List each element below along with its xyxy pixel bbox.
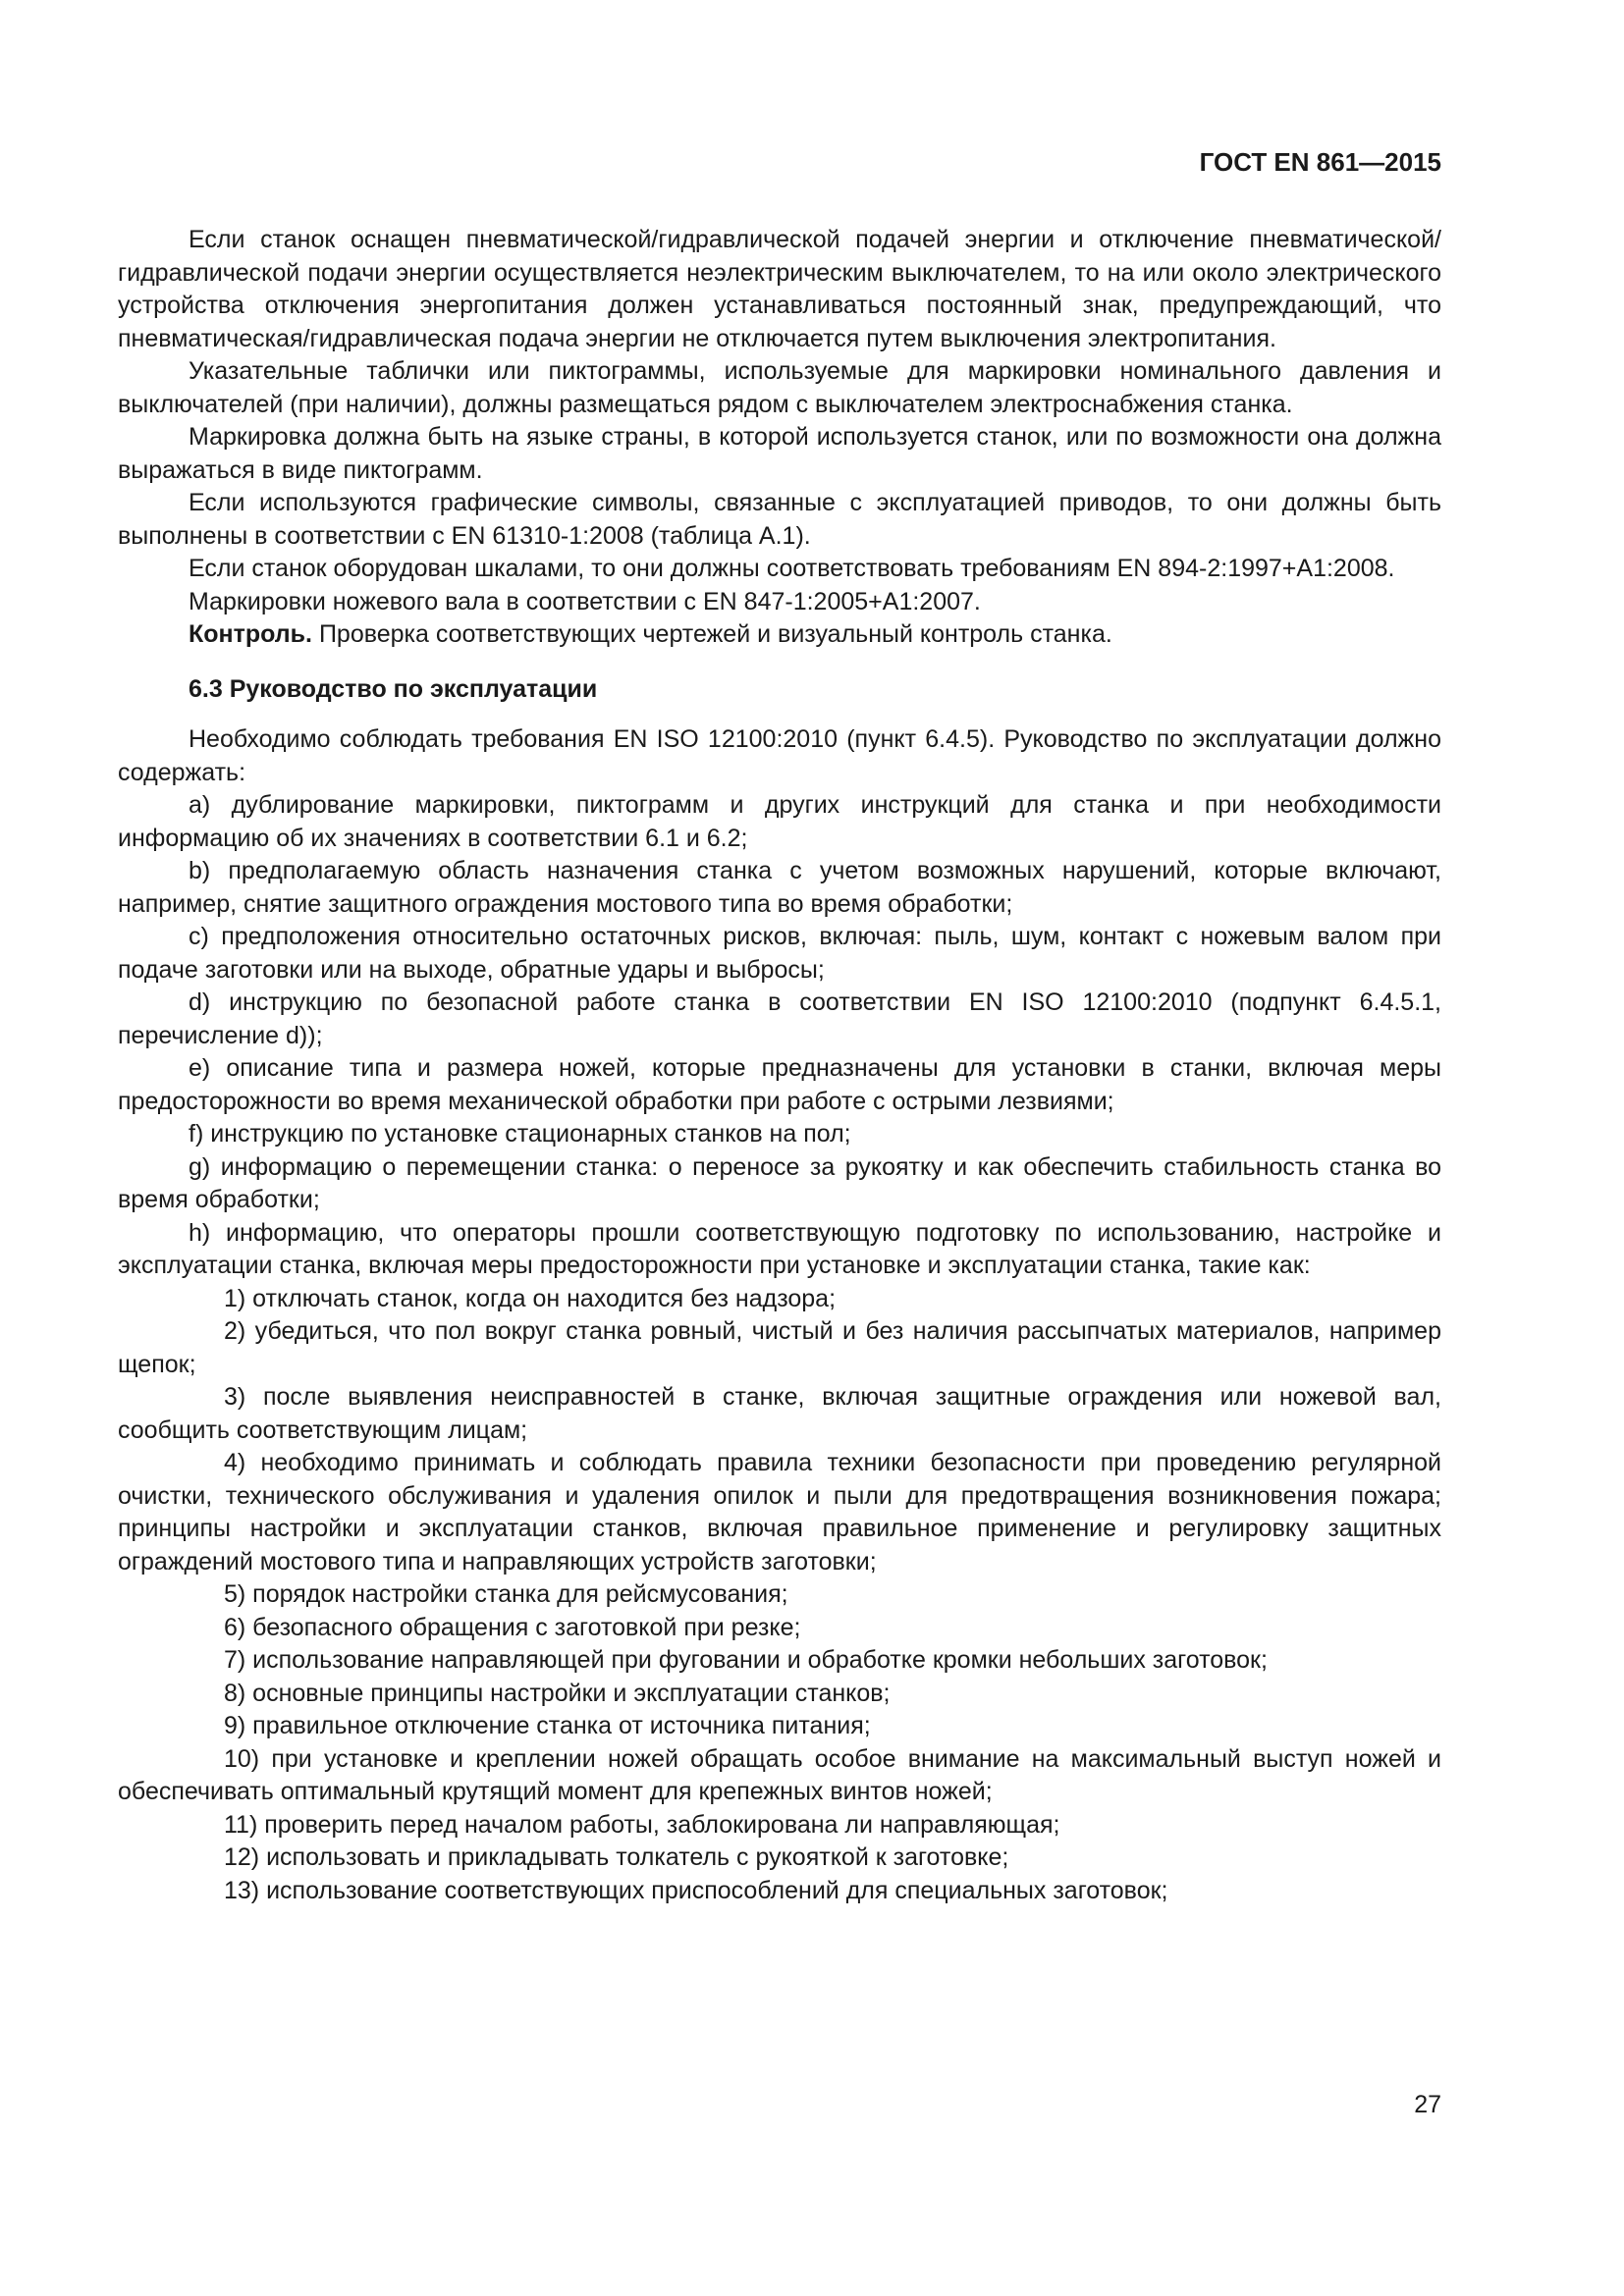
- document-body: [118, 224, 1441, 1907]
- document-id-header: ГОСТ EN 861—2015: [1199, 147, 1441, 177]
- sub-list-item: 4) необходимо принимать и соблюдать правила техники безопасности при проведению регулярной очистки, технического обслуживания и удаления опилок и пыли для предотвращения возникновения пожара; принципы настройки и эксплуатации станков, включая правильное применение и регулировку защитных ограждений мостового типа и направляющих устройств заготовки;: [118, 1449, 1441, 1575]
- sub-list-item: 1) отключать станок, когда он находится без надзора;: [224, 1284, 837, 1312]
- control-text: Проверка соответствующих чертежей и визуальный контроль станка.: [312, 620, 1112, 648]
- sub-list-item: 5) порядок настройки станка для рейсмусования;: [224, 1580, 788, 1608]
- paragraph: Если станок оснащен пневматической/гидравлической подачей энергии и отключение пневматической/гидравлической подачи энергии осуществляется неэлектрическим выключателем, то на или около электрического устройства отключения энергопитания должен устанавливаться постоянный знак, предупреждающий, что пневматическая/гидравлическая подача энергии не отключается путем выключения электропитания.: [118, 226, 1441, 352]
- sub-list-item: 2) убедиться, что пол вокруг станка ровный, чистый и без наличия рассыпчатых материалов, например щепок;: [118, 1317, 1441, 1378]
- paragraph: Указательные таблички или пиктограммы, используемые для маркировки номинального давления и выключателей (при наличии), должны размещаться рядом с выключателем электроснабжения станка.: [118, 357, 1441, 418]
- list-item: a) дублирование маркировки, пиктограмм и других инструкций для станка и при необходимости информацию об их значениях в соответствии 6.1 и 6.2;: [118, 791, 1441, 852]
- control-label: Контроль.: [189, 620, 312, 648]
- sub-list-item: 6) безопасного обращения с заготовкой при резке;: [224, 1613, 801, 1641]
- section-intro: Необходимо соблюдать требования EN ISO 12100:2010 (пункт 6.4.5). Руководство по эксплуатации должно содержать:: [118, 725, 1441, 786]
- sub-list-item: 13) использование соответствующих приспособлений для специальных заготовок;: [224, 1876, 1168, 1904]
- paragraph: Маркировка должна быть на языке страны, в которой используется станок, или по возможности она должна выражаться в виде пиктограмм.: [118, 423, 1441, 484]
- sub-list-item: 7) использование направляющей при фуговании и обработке кромки небольших заготовок;: [224, 1646, 1268, 1674]
- paragraph: Маркировки ножевого вала в соответствии с EN 847-1:2005+А1:2007.: [189, 587, 981, 615]
- sub-list-item: 9) правильное отключение станка от источника питания;: [224, 1712, 871, 1739]
- list-item: g) информацию о перемещении станка: о переносе за рукоятку и как обеспечить стабильность станка во время обработки;: [118, 1152, 1441, 1213]
- list-item: e) описание типа и размера ножей, которые предназначены для установки в станки, включая меры предосторожности во время механической обработки при работе с острыми лезвиями;: [118, 1054, 1441, 1115]
- paragraph: Если используются графические символы, связанные с эксплуатацией приводов, то они должны быть выполнены в соответствии с EN 61310-1:2008 (таблица А.1).: [118, 489, 1441, 550]
- list-item: h) информацию, что операторы прошли соответствующую подготовку по использованию, настройке и эксплуатации станка, включая меры предосторожности при установке и эксплуатации станка, такие как:: [118, 1218, 1441, 1279]
- list-item: d) инструкцию по безопасной работе станка в соответствии EN ISO 12100:2010 (подпункт 6.4.5.1, перечисление d));: [118, 988, 1441, 1049]
- control-paragraph: [118, 618, 1441, 652]
- list-item: c) предположения относительно остаточных рисков, включая: пыль, шум, контакт с ножевым валом при подаче заготовки или на выходе, обратные удары и выбросы;: [118, 923, 1441, 984]
- sub-list-item: 10) при установке и креплении ножей обращать особое внимание на максимальный выступ ножей и обеспечивать оптимальный крутящий момент для крепежных винтов ножей;: [118, 1744, 1441, 1805]
- list-item: b) предполагаемую область назначения станка с учетом возможных нарушений, которые включают, например, снятие защитного ограждения мостового типа во время обработки;: [118, 857, 1441, 918]
- sub-list-item: 3) после выявления неисправностей в станке, включая защитные ограждения или ножевой вал, сообщить соответствующим лицам;: [118, 1383, 1441, 1444]
- sub-list-item: 12) использовать и прикладывать толкатель с рукояткой к заготовке;: [224, 1843, 1009, 1871]
- sub-list-item: 11) проверить перед началом работы, заблокирована ли направляющая;: [224, 1810, 1060, 1839]
- page-number: 27: [1414, 2091, 1441, 2118]
- list-item: f) инструкцию по установке стационарных станков на пол;: [189, 1120, 851, 1148]
- section-heading: 6.3 Руководство по эксплуатации: [189, 674, 598, 703]
- sub-list-item: 8) основные принципы настройки и эксплуатации станков;: [224, 1679, 891, 1707]
- paragraph: Если станок оборудован шкалами, то они должны соответствовать требованиям EN 894-2:1997+А1:2008.: [189, 555, 1395, 582]
